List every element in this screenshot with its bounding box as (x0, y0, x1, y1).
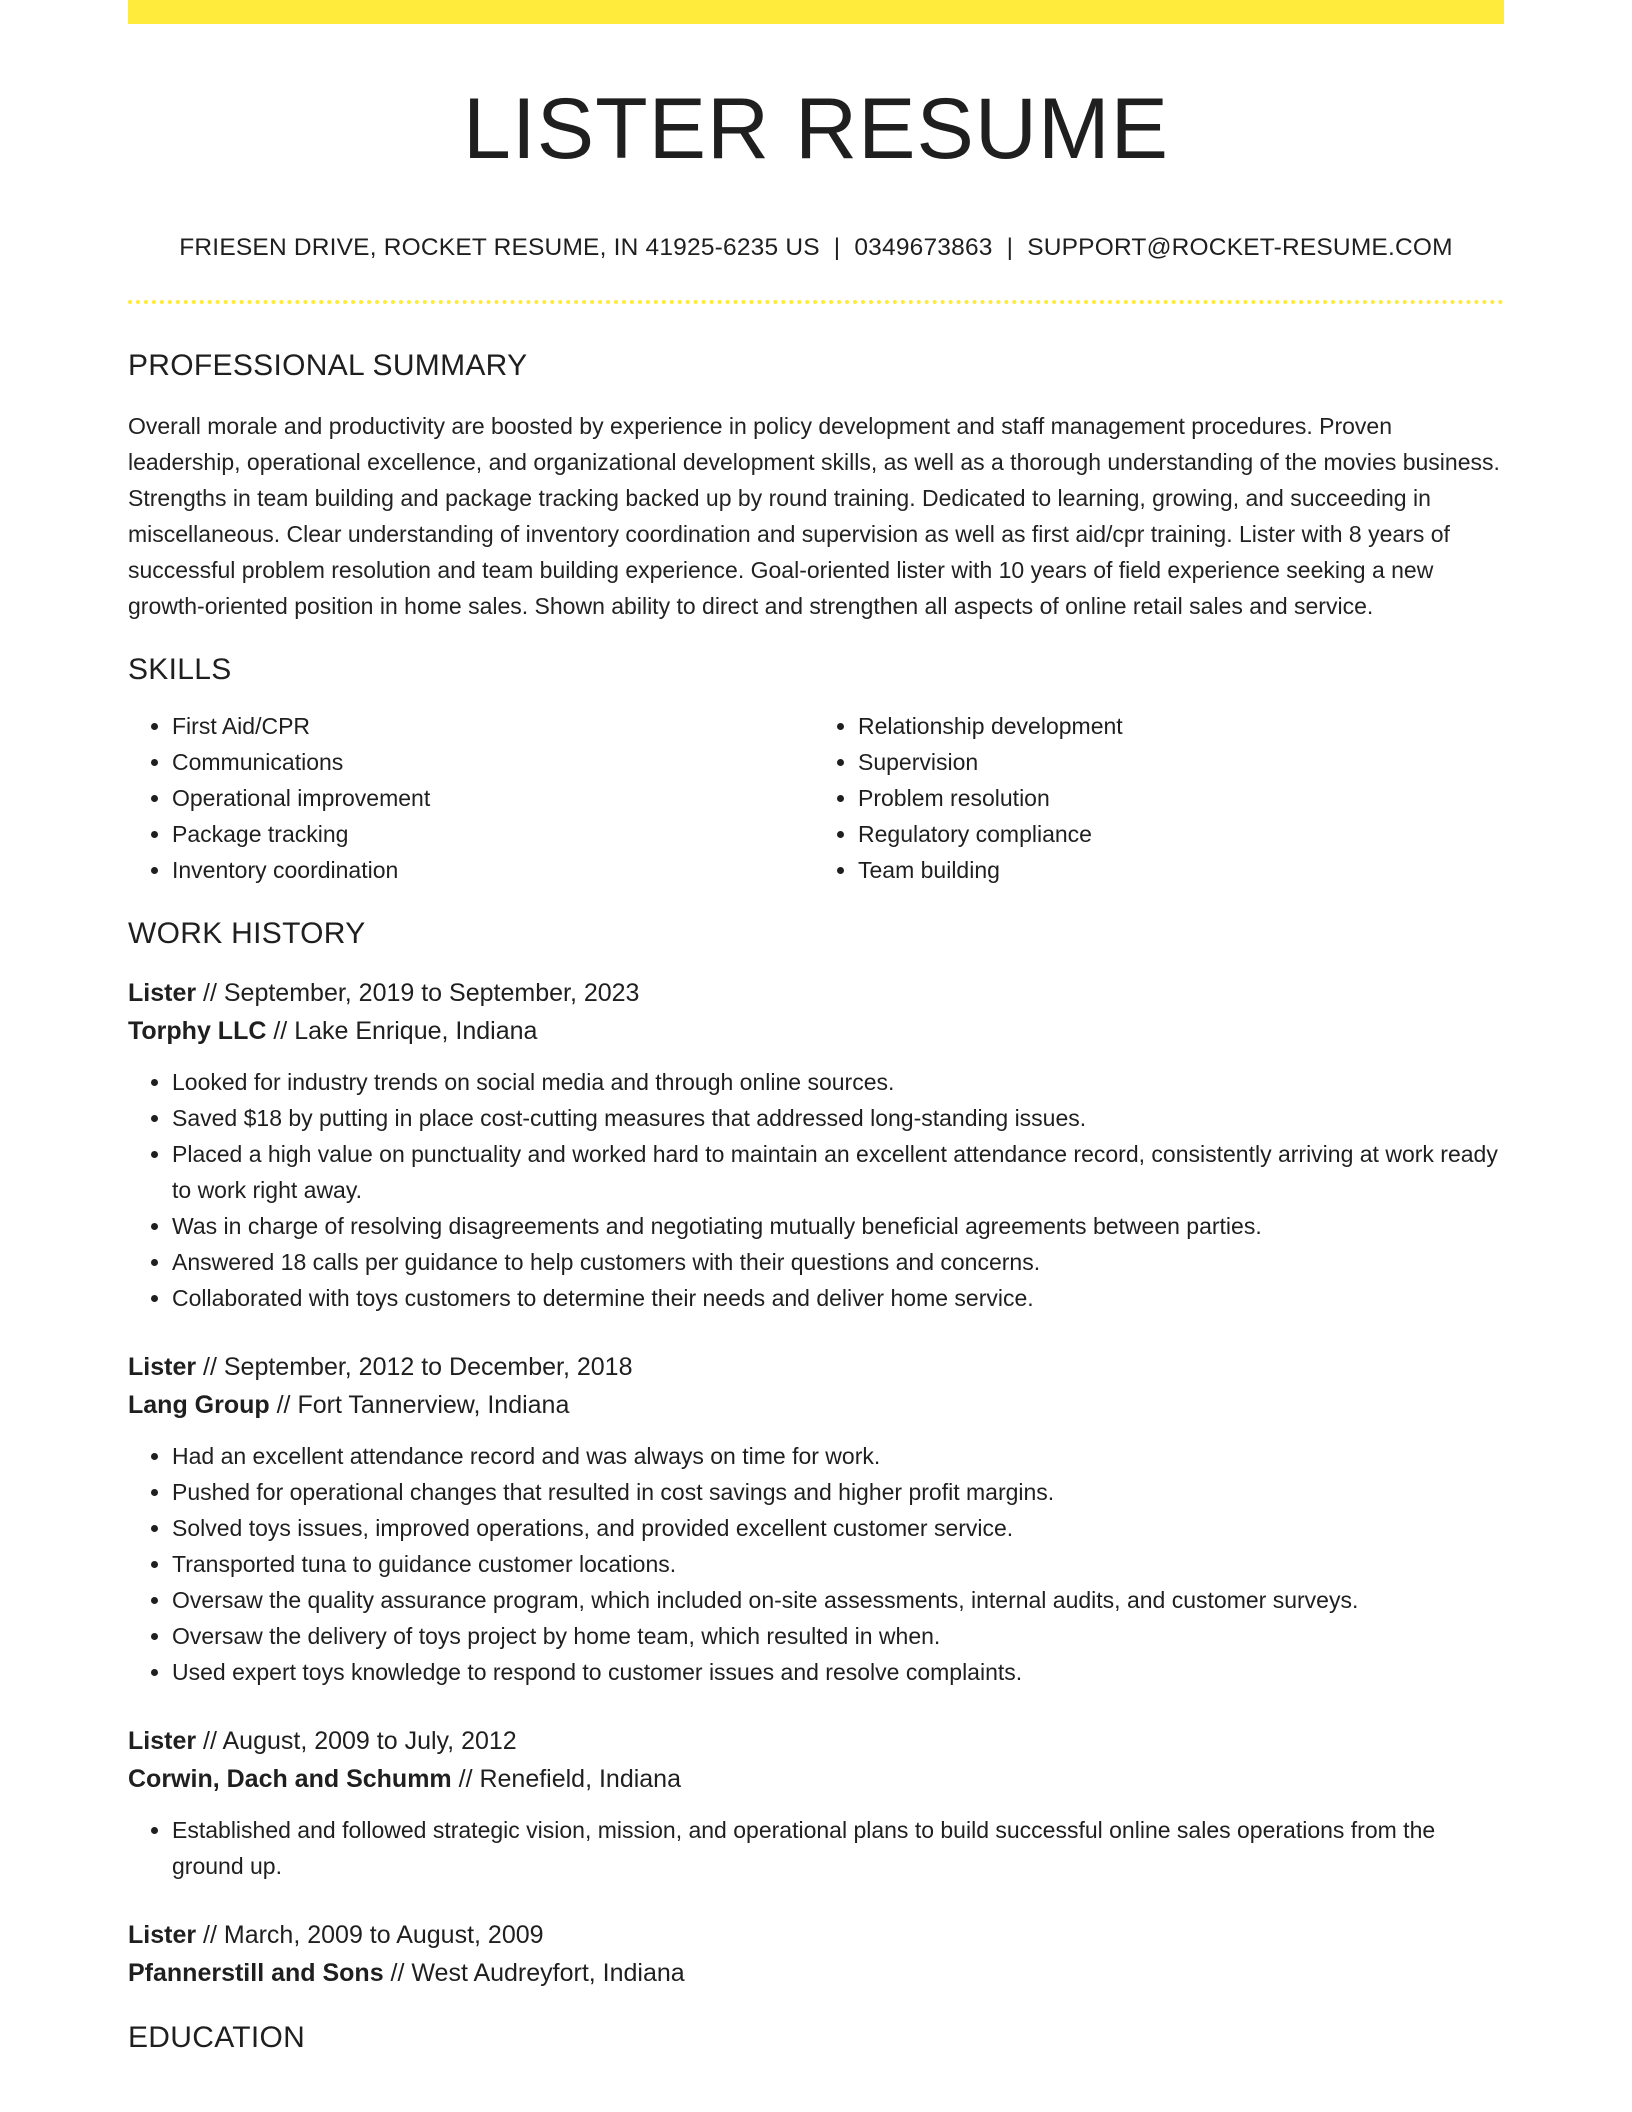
job-role: Lister (128, 1352, 197, 1381)
skills-list-right (806, 708, 1492, 888)
job-company: Pfannerstill and Sons (128, 1958, 384, 1987)
job-role-line (128, 974, 1504, 1012)
job-bullets (128, 1438, 1504, 1690)
section-title-education: EDUCATION (128, 2020, 306, 2054)
section-title-summary: PROFESSIONAL SUMMARY (128, 348, 528, 382)
job-bullet: • Looked for industry trends on social media and through online sources. (172, 1064, 1504, 1100)
skills-columns (128, 708, 1504, 888)
job-entry (128, 1348, 1504, 1690)
job-role: Lister (128, 1920, 197, 1949)
job-entry (128, 1916, 1504, 1992)
skill-item: • Package tracking (172, 816, 806, 852)
job-bullet: • Solved toys issues, improved operations, and provided excellent customer service. (172, 1510, 1504, 1546)
top-accent-bar (128, 0, 1504, 24)
job-company-line (128, 1760, 1504, 1798)
job-role-line (128, 1722, 1504, 1760)
skill-item: • Communications (172, 744, 806, 780)
job-dates: // September, 2012 to December, 2018 (196, 1352, 633, 1381)
job-company: Corwin, Dach and Schumm (128, 1764, 452, 1793)
address: FRIESEN DRIVE, ROCKET RESUME, IN 41925-6235 US (179, 233, 820, 261)
job-bullet: • Pushed for operational changes that resulted in cost savings and higher profit margins. (172, 1474, 1504, 1510)
skill-item: • Inventory coordination (172, 852, 806, 888)
resume-name: LISTER RESUME (463, 81, 1169, 177)
job-bullet: • Established and followed strategic vision, mission, and operational plans to build successful online sales operations from the ground up. (172, 1812, 1504, 1884)
job-company-line (128, 1954, 1504, 1992)
separator: | (1006, 233, 1014, 261)
resume-page (128, 0, 1504, 2056)
skill-item: • First Aid/CPR (172, 708, 806, 744)
job-bullet: • Had an excellent attendance record and was always on time for work. (172, 1438, 1504, 1474)
job-location: // Renefield, Indiana (451, 1764, 681, 1793)
job-role-line (128, 1916, 1504, 1954)
job-company-line (128, 1012, 1504, 1050)
job-entry (128, 974, 1504, 1316)
job-bullet: • Oversaw the quality assurance program, which included on-site assessments, internal audits, and customer surveys. (172, 1582, 1504, 1618)
job-dates: // September, 2019 to September, 2023 (196, 978, 640, 1007)
job-bullet: • Transported tuna to guidance customer locations. (172, 1546, 1504, 1582)
job-location: // West Audreyfort, Indiana (383, 1958, 685, 1987)
job-location: // Fort Tannerview, Indiana (269, 1390, 570, 1419)
job-role: Lister (128, 978, 197, 1007)
skill-item: • Relationship development (858, 708, 1492, 744)
email: SUPPORT@ROCKET-RESUME.COM (1027, 233, 1453, 261)
skill-item: • Operational improvement (172, 780, 806, 816)
job-bullet: • Saved $18 by putting in place cost-cutting measures that addressed long-standing issues. (172, 1100, 1504, 1136)
skill-item: • Problem resolution (858, 780, 1492, 816)
job-company: Torphy LLC (128, 1016, 267, 1045)
job-company: Lang Group (128, 1390, 270, 1419)
skill-item: • Regulatory compliance (858, 816, 1492, 852)
skill-item: • Supervision (858, 744, 1492, 780)
job-bullets (128, 1812, 1504, 1884)
skills-list-left (128, 708, 806, 888)
summary-text: Overall morale and productivity are boosted by experience in policy development and staff management procedures. Proven leadership, operational excellence, and organizational development skills, as well as a thorough understanding of the movies business. Strengths in team building and package tracking backed up by round training. Dedicated to learning, growing, and succeeding in miscellaneous. Clear understanding of inventory coordination and supervision as well as first aid/cpr training. Lister with 8 years of successful problem resolution and team building experience. Goal-oriented lister with 10 years of field experience seeking a new growth-oriented position in home sales. Shown ability to direct and strengthen all aspects of online retail sales and service. (128, 412, 1500, 619)
job-bullet: • Placed a high value on punctuality and worked hard to maintain an excellent attendance record, consistently arriving at work ready to work right away. (172, 1136, 1504, 1208)
job-entry (128, 1722, 1504, 1884)
separator: | (833, 233, 841, 261)
contact-line (128, 233, 1504, 262)
job-location: // Lake Enrique, Indiana (266, 1016, 538, 1045)
job-bullet: • Used expert toys knowledge to respond to customer issues and resolve complaints. (172, 1654, 1504, 1690)
phone: 0349673863 (854, 233, 993, 261)
job-dates: // March, 2009 to August, 2009 (196, 1920, 544, 1949)
job-role-line (128, 1348, 1504, 1386)
job-bullet: • Was in charge of resolving disagreements and negotiating mutually beneficial agreements between parties. (172, 1208, 1504, 1244)
section-title-skills: SKILLS (128, 652, 232, 686)
job-bullet: • Oversaw the delivery of toys project by home team, which resulted in when. (172, 1618, 1504, 1654)
skill-item: • Team building (858, 852, 1492, 888)
section-title-work-history: WORK HISTORY (128, 916, 366, 950)
job-role: Lister (128, 1726, 197, 1755)
dotted-divider (128, 300, 1504, 304)
job-company-line (128, 1386, 1504, 1424)
job-bullet: • Answered 18 calls per guidance to help customers with their questions and concerns. (172, 1244, 1504, 1280)
job-bullet: • Collaborated with toys customers to determine their needs and deliver home service. (172, 1280, 1504, 1316)
job-bullets (128, 1064, 1504, 1316)
job-dates: // August, 2009 to July, 2012 (196, 1726, 517, 1755)
